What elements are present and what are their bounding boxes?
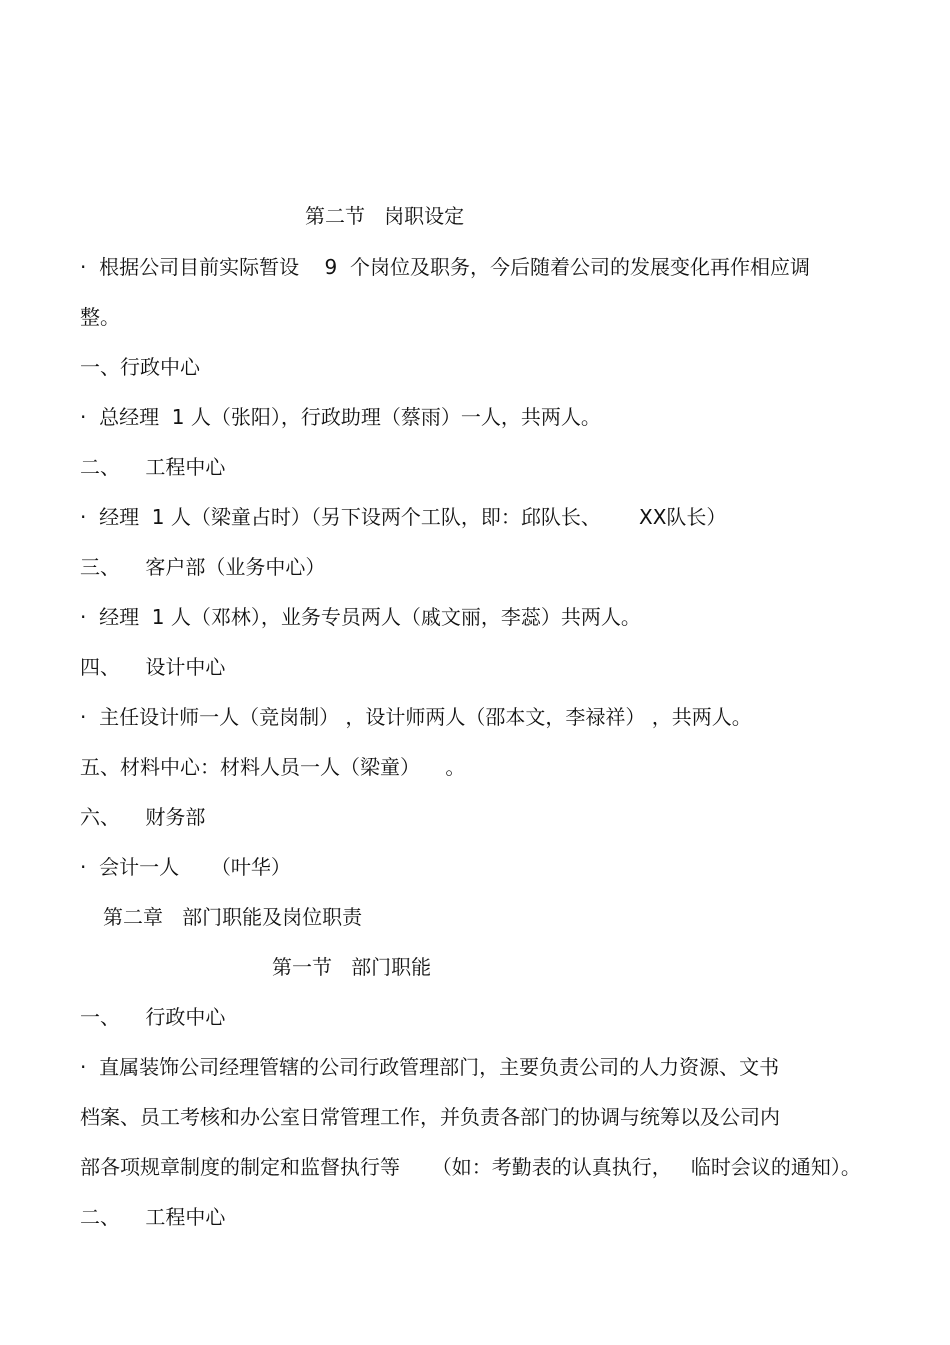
intro-paragraph-line-2: 整。	[80, 305, 120, 329]
func-heading-engineering: 二、 工程中心	[80, 1205, 226, 1229]
dept-detail-admin: · 总经理 1 人（张阳），行政助理（蔡雨）一人，共两人。	[80, 405, 601, 429]
section-title: 第二节 岗职设定	[305, 204, 465, 228]
dept-heading-customer: 三、 客户部（业务中心）	[80, 555, 326, 579]
dept-detail-customer: · 经理 1 人（邓林），业务专员两人（戚文丽，李蕊）共两人。	[80, 605, 641, 629]
chapter-title: 第二章 部门职能及岗位职责	[103, 905, 363, 929]
dept-heading-engineering: 二、 工程中心	[80, 455, 226, 479]
func-paragraph-line-1: · 直属装饰公司经理管辖的公司行政管理部门，主要负责公司的人力资源、文书	[80, 1055, 780, 1079]
func-paragraph-line-2: 档案、员工考核和办公室日常管理工作，并负责各部门的协调与统筹以及公司内	[80, 1105, 780, 1129]
dept-heading-finance: 六、 财务部	[80, 805, 206, 829]
dept-detail-design: · 主任设计师一人（竞岗制） ，设计师两人（邵本文，李禄祥） ，共两人。	[80, 705, 752, 729]
section-title-functions: 第一节 部门职能	[272, 955, 432, 979]
dept-detail-finance: · 会计一人 （叶华）	[80, 855, 291, 879]
func-paragraph-line-3: 部各项规章制度的制定和监督执行等 （如：考勤表的认真执行， 临时会议的通知）。	[80, 1155, 861, 1179]
dept-heading-admin: 一、行政中心	[80, 355, 200, 379]
intro-paragraph-line-1: · 根据公司目前实际暂设 9 个岗位及职务，今后随着公司的发展变化再作相应调	[80, 255, 810, 279]
dept-heading-design: 四、 设计中心	[80, 655, 226, 679]
dept-detail-engineering: · 经理 1 人（梁童占时）（另下设两个工队，即：邱队长、 XX队长）	[80, 505, 727, 529]
func-heading-admin: 一、 行政中心	[80, 1005, 226, 1029]
dept-line-materials: 五、材料中心：材料人员一人（梁童） 。	[80, 755, 466, 779]
